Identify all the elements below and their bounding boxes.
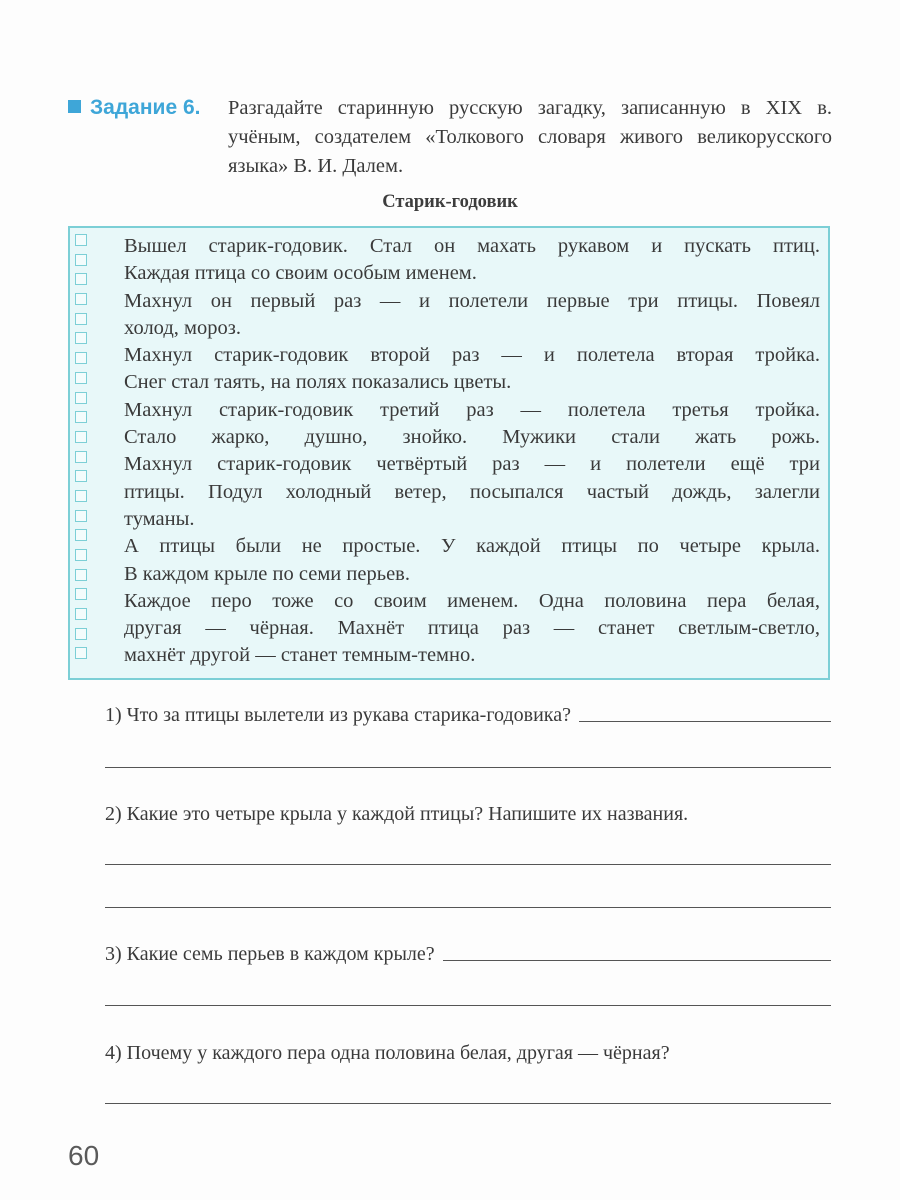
checkbox-square-icon <box>75 470 87 482</box>
question-1 <box>105 704 831 727</box>
poem-line: Стало жарко, душно, знойко. Мужики стали жать рожь. <box>124 426 820 449</box>
checkbox-square-icon <box>75 588 87 600</box>
answer-line[interactable] <box>105 864 831 865</box>
task-label-text: Задание 6. <box>90 96 201 119</box>
question-3 <box>105 943 831 966</box>
checkbox-square-icon <box>75 549 87 561</box>
checkbox-square-icon <box>75 431 87 443</box>
checkbox-square-icon <box>75 293 87 305</box>
checkbox-column <box>75 234 87 667</box>
checkbox-square-icon <box>75 490 87 502</box>
task-instructions: Разгадайте старинную русскую загадку, записанную в XIX в. учёным, создателем «Толкового словаря живого великорусского языка» В. И. Далем. <box>228 97 832 177</box>
poem-title: Старик-годовик <box>382 192 518 212</box>
question-4 <box>105 1042 831 1065</box>
checkbox-square-icon <box>75 608 87 620</box>
checkbox-square-icon <box>75 529 87 541</box>
poem-line: Снег стал таять, на полях показались цветы. <box>124 371 512 394</box>
poem-box <box>68 226 830 680</box>
checkbox-square-icon <box>75 352 87 364</box>
checkbox-square-icon <box>75 254 87 266</box>
question-2 <box>105 803 831 826</box>
answer-line[interactable] <box>105 907 831 908</box>
poem-text <box>124 233 820 670</box>
poem-line: А птицы были не простые. У каждой птицы по четыре крыла. <box>124 535 820 558</box>
task-label <box>68 96 200 120</box>
checkbox-square-icon <box>75 273 87 285</box>
poem-line: Каждое перо тоже со своим именем. Одна половина пера белая, <box>124 589 820 612</box>
checkbox-square-icon <box>75 392 87 404</box>
poem-line: Махнул он первый раз — и полетели первые три птицы. Повеял <box>124 289 820 312</box>
poem-line: Махнул старик-годовик второй раз — и полетела вторая тройка. <box>124 344 820 367</box>
poem-line: Каждая птица со своим особым именем. <box>124 262 477 285</box>
checkbox-square-icon <box>75 372 87 384</box>
poem-line: В каждом крыле по семи перьев. <box>124 562 410 585</box>
checkbox-square-icon <box>75 510 87 522</box>
question-text: 1) Что за птицы вылетели из рукава старика-годовика? <box>105 704 571 726</box>
answer-line[interactable] <box>443 959 831 961</box>
checkbox-square-icon <box>75 628 87 640</box>
poem-line: туманы. <box>124 507 195 530</box>
checkbox-square-icon <box>75 234 87 246</box>
answer-line[interactable] <box>579 720 831 722</box>
checkbox-square-icon <box>75 332 87 344</box>
answer-line[interactable] <box>105 767 831 768</box>
poem-line: Махнул старик-годовик третий раз — полетела третья тройка. <box>124 398 820 421</box>
checkbox-square-icon <box>75 411 87 423</box>
question-text: 2) Какие это четыре крыла у каждой птицы? Напишите их названия. <box>105 803 689 825</box>
answer-line[interactable] <box>105 1005 831 1006</box>
poem-line: холод, мороз. <box>124 316 241 339</box>
poem-line: Вышел старик-годовик. Стал он махать рукавом и пускать птиц. <box>124 235 820 257</box>
question-text: 3) Какие семь перьев в каждом крыле? <box>105 943 435 965</box>
checkbox-square-icon <box>75 451 87 463</box>
checkbox-square-icon <box>75 313 87 325</box>
poem-line: другая — чёрная. Махнёт птица раз — станет светлым-светло, <box>124 617 820 640</box>
checkbox-square-icon <box>75 569 87 581</box>
poem-line: птицы. Подул холодный ветер, посыпался частый дождь, залегли <box>124 480 820 503</box>
poem-line: махнёт другой — станет темным-темно. <box>124 644 476 667</box>
page-number: 60 <box>68 1140 100 1171</box>
checkbox-square-icon <box>75 647 87 659</box>
poem-line: Махнул старик-годовик четвёртый раз — и полетели ещё три <box>124 453 820 476</box>
question-text: 4) Почему у каждого пера одна половина белая, другая — чёрная? <box>105 1042 670 1064</box>
square-bullet-icon <box>68 100 81 113</box>
answer-line[interactable] <box>105 1103 831 1104</box>
